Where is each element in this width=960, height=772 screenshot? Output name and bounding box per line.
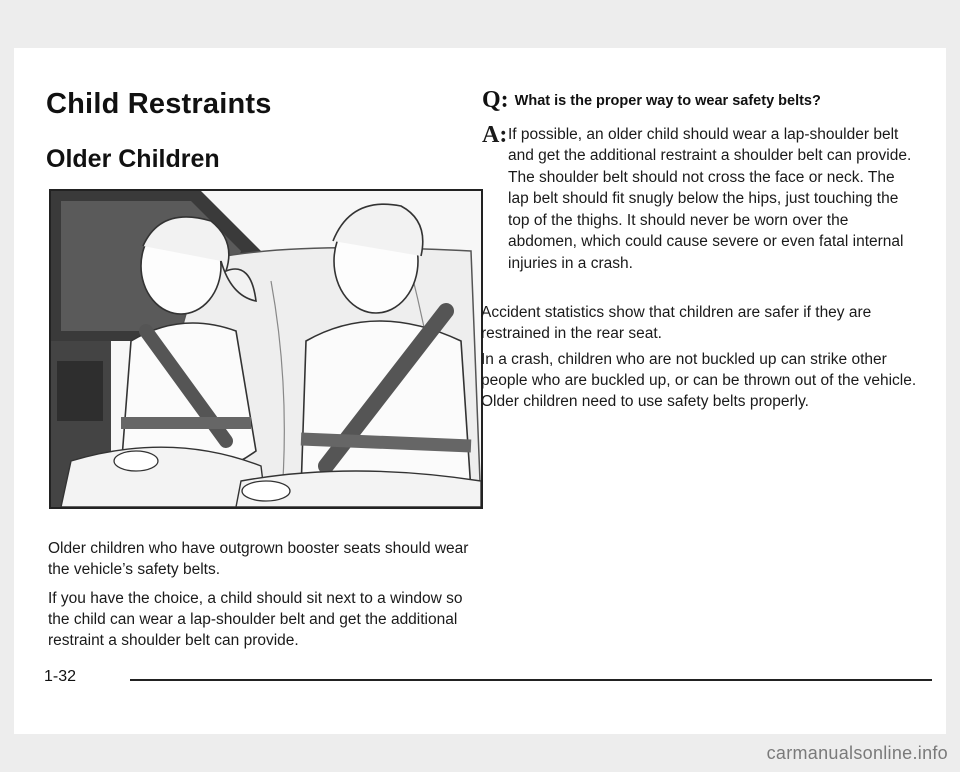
illustration-children-in-seatbelts: [49, 189, 483, 509]
paragraph-crash-risk: In a crash, children who are not buckled up can strike other people who are buckled up, or can be thrown out of the vehicle. Older children need to use safety belts properly.: [481, 351, 917, 410]
page-number: 1-32: [44, 668, 77, 685]
seatbelt-illustration: [51, 191, 481, 507]
answer-text: If possible, an older child should wear a lap-shoulder belt and get the additional restraint a shoulder belt can provide. The shoulder belt should not cross the face or neck. The lap belt should fit snugly below the hips, just touching the top of the thighs. It should never be worn over the abdomen, which could cause severe or even fatal internal injuries in a crash.: [508, 125, 912, 272]
paragraph-accident-statistics: Accident statistics show that children are safer if they are restrained in the rear seat.: [481, 304, 872, 342]
watermark-link[interactable]: carmanualsonline.info: [766, 743, 948, 763]
section-heading: Older Children: [46, 145, 220, 173]
manual-page: [14, 48, 946, 734]
page-title: Child Restraints: [46, 88, 272, 120]
paragraph-outgrown-booster: Older children who have outgrown booster seats should wear the vehicle’s safety belts.: [48, 540, 469, 578]
question-text: What is the proper way to wear safety belts?: [514, 93, 821, 109]
paragraph-window-seat: If you have the choice, a child should sit next to a window so the child can wear a lap-shoulder belt and get the additional restraint a shoulder belt can provide.: [48, 590, 463, 649]
footer-divider: [130, 679, 932, 681]
question-block: [482, 87, 942, 114]
answer-mark: A:: [482, 122, 508, 148]
answer-block: [482, 122, 912, 274]
question-mark: Q:: [482, 87, 509, 113]
